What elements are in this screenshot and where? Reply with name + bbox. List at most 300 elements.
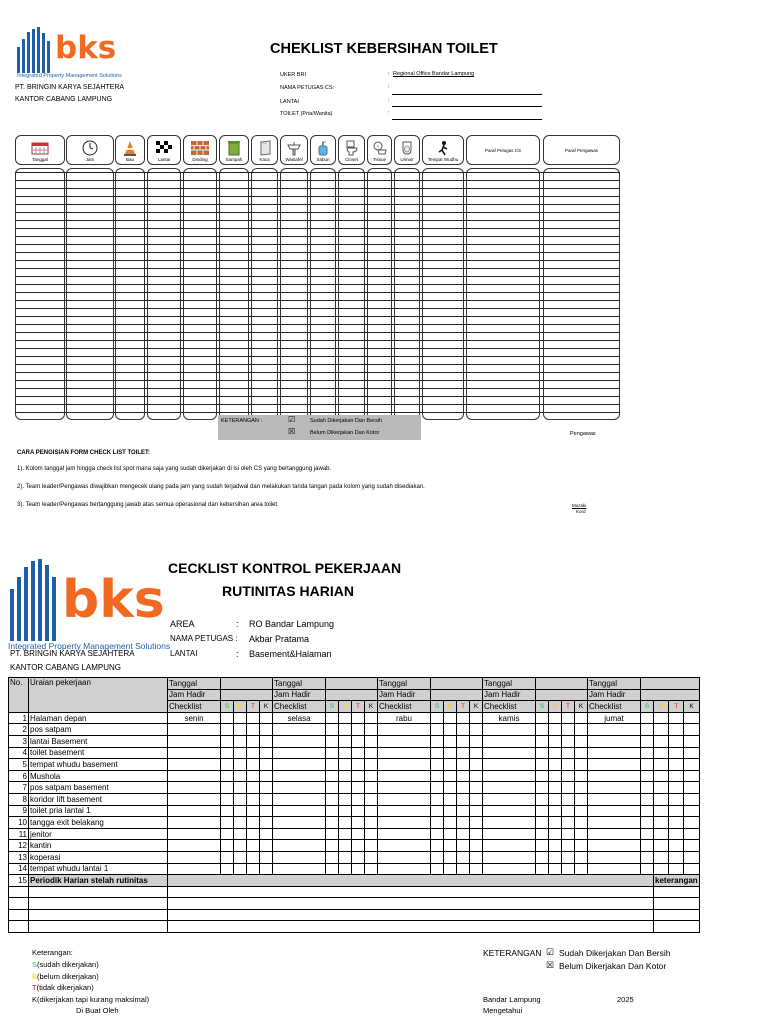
day-cell[interactable] bbox=[168, 840, 221, 852]
status-checkbox-cell[interactable] bbox=[221, 759, 234, 771]
status-checkbox-cell[interactable] bbox=[457, 735, 470, 747]
status-checkbox-cell[interactable] bbox=[365, 770, 378, 782]
status-checkbox-cell[interactable] bbox=[457, 712, 470, 724]
status-checkbox-cell[interactable] bbox=[654, 782, 669, 794]
day-cell[interactable] bbox=[483, 863, 536, 875]
jam-hadir-value[interactable] bbox=[641, 689, 700, 701]
status-checkbox-cell[interactable] bbox=[669, 793, 684, 805]
status-checkbox-cell[interactable] bbox=[247, 770, 260, 782]
status-checkbox-cell[interactable] bbox=[470, 735, 483, 747]
day-cell[interactable] bbox=[378, 782, 431, 794]
status-checkbox-cell[interactable] bbox=[352, 805, 365, 817]
status-checkbox-cell[interactable] bbox=[326, 747, 339, 759]
day-cell[interactable] bbox=[588, 863, 641, 875]
status-checkbox-cell[interactable] bbox=[536, 770, 549, 782]
status-checkbox-cell[interactable] bbox=[444, 770, 457, 782]
status-checkbox-cell[interactable] bbox=[562, 851, 575, 863]
day-cell[interactable] bbox=[273, 770, 326, 782]
day-cell[interactable] bbox=[273, 851, 326, 863]
status-checkbox-cell[interactable] bbox=[654, 747, 669, 759]
day-cell[interactable] bbox=[273, 747, 326, 759]
day-cell[interactable] bbox=[273, 793, 326, 805]
status-checkbox-cell[interactable] bbox=[431, 840, 444, 852]
status-checkbox-cell[interactable] bbox=[431, 793, 444, 805]
status-checkbox-cell[interactable] bbox=[549, 840, 562, 852]
day-cell[interactable] bbox=[168, 805, 221, 817]
day-cell[interactable] bbox=[483, 759, 536, 771]
status-checkbox-cell[interactable] bbox=[339, 805, 352, 817]
status-checkbox-cell[interactable] bbox=[575, 712, 588, 724]
status-checkbox-cell[interactable] bbox=[326, 793, 339, 805]
status-checkbox-cell[interactable] bbox=[221, 805, 234, 817]
jam-hadir-value[interactable] bbox=[326, 689, 378, 701]
status-checkbox-cell[interactable] bbox=[549, 747, 562, 759]
status-checkbox-cell[interactable] bbox=[234, 817, 247, 829]
status-checkbox-cell[interactable] bbox=[339, 747, 352, 759]
status-checkbox-cell[interactable] bbox=[669, 770, 684, 782]
status-checkbox-cell[interactable] bbox=[444, 759, 457, 771]
day-cell[interactable] bbox=[378, 851, 431, 863]
status-checkbox-cell[interactable] bbox=[365, 724, 378, 736]
day-cell[interactable] bbox=[378, 817, 431, 829]
status-checkbox-cell[interactable] bbox=[221, 747, 234, 759]
day-cell[interactable] bbox=[588, 840, 641, 852]
day-cell[interactable] bbox=[273, 759, 326, 771]
status-checkbox-cell[interactable] bbox=[431, 828, 444, 840]
status-checkbox-cell[interactable] bbox=[339, 840, 352, 852]
status-checkbox-cell[interactable] bbox=[654, 851, 669, 863]
day-cell[interactable] bbox=[483, 724, 536, 736]
day-cell[interactable] bbox=[483, 793, 536, 805]
day-cell[interactable] bbox=[273, 724, 326, 736]
jam-hadir-value[interactable] bbox=[536, 689, 588, 701]
status-checkbox-cell[interactable] bbox=[470, 793, 483, 805]
status-checkbox-cell[interactable] bbox=[221, 782, 234, 794]
day-cell[interactable] bbox=[168, 747, 221, 759]
status-checkbox-cell[interactable] bbox=[365, 735, 378, 747]
status-checkbox-cell[interactable] bbox=[326, 712, 339, 724]
day-cell[interactable] bbox=[273, 863, 326, 875]
status-checkbox-cell[interactable] bbox=[221, 712, 234, 724]
status-checkbox-cell[interactable] bbox=[549, 851, 562, 863]
day-cell[interactable] bbox=[273, 828, 326, 840]
status-checkbox-cell[interactable] bbox=[536, 793, 549, 805]
empty-cell[interactable] bbox=[29, 921, 168, 933]
status-checkbox-cell[interactable] bbox=[365, 793, 378, 805]
status-checkbox-cell[interactable] bbox=[326, 759, 339, 771]
status-checkbox-cell[interactable] bbox=[247, 782, 260, 794]
status-checkbox-cell[interactable] bbox=[536, 759, 549, 771]
status-checkbox-cell[interactable] bbox=[536, 782, 549, 794]
field-value-uker[interactable]: Regional Office Bandar Lampung bbox=[393, 71, 475, 77]
status-checkbox-cell[interactable] bbox=[562, 840, 575, 852]
status-checkbox-cell[interactable] bbox=[431, 782, 444, 794]
status-checkbox-cell[interactable] bbox=[562, 735, 575, 747]
status-checkbox-cell[interactable] bbox=[654, 817, 669, 829]
status-checkbox-cell[interactable] bbox=[669, 735, 684, 747]
status-checkbox-cell[interactable] bbox=[365, 747, 378, 759]
status-checkbox-cell[interactable] bbox=[457, 782, 470, 794]
field-value-lantai-2[interactable]: Basement&Halaman bbox=[249, 649, 332, 659]
empty-cell[interactable] bbox=[29, 898, 168, 910]
status-checkbox-cell[interactable] bbox=[444, 747, 457, 759]
status-checkbox-cell[interactable] bbox=[260, 747, 273, 759]
day-cell[interactable] bbox=[483, 828, 536, 840]
day-cell[interactable] bbox=[588, 770, 641, 782]
status-checkbox-cell[interactable] bbox=[536, 747, 549, 759]
status-checkbox-cell[interactable] bbox=[221, 724, 234, 736]
status-checkbox-cell[interactable] bbox=[247, 863, 260, 875]
status-checkbox-cell[interactable] bbox=[221, 793, 234, 805]
field-line-lantai[interactable] bbox=[392, 106, 542, 107]
status-checkbox-cell[interactable] bbox=[234, 782, 247, 794]
status-checkbox-cell[interactable] bbox=[221, 863, 234, 875]
status-checkbox-cell[interactable] bbox=[457, 863, 470, 875]
empty-cell[interactable] bbox=[168, 921, 654, 933]
status-checkbox-cell[interactable] bbox=[352, 793, 365, 805]
status-checkbox-cell[interactable] bbox=[234, 828, 247, 840]
day-cell[interactable] bbox=[378, 759, 431, 771]
status-checkbox-cell[interactable] bbox=[260, 735, 273, 747]
status-checkbox-cell[interactable] bbox=[575, 770, 588, 782]
status-checkbox-cell[interactable] bbox=[654, 759, 669, 771]
status-checkbox-cell[interactable] bbox=[654, 840, 669, 852]
day-cell[interactable] bbox=[168, 724, 221, 736]
status-checkbox-cell[interactable] bbox=[352, 828, 365, 840]
status-checkbox-cell[interactable] bbox=[339, 759, 352, 771]
status-checkbox-cell[interactable] bbox=[536, 840, 549, 852]
status-checkbox-cell[interactable] bbox=[365, 712, 378, 724]
status-checkbox-cell[interactable] bbox=[684, 712, 699, 724]
status-checkbox-cell[interactable] bbox=[562, 712, 575, 724]
empty-cell[interactable] bbox=[9, 886, 29, 898]
status-checkbox-cell[interactable] bbox=[684, 724, 699, 736]
status-checkbox-cell[interactable] bbox=[684, 759, 699, 771]
status-checkbox-cell[interactable] bbox=[444, 851, 457, 863]
status-checkbox-cell[interactable] bbox=[234, 735, 247, 747]
empty-cell[interactable] bbox=[654, 886, 700, 898]
status-checkbox-cell[interactable] bbox=[365, 782, 378, 794]
status-checkbox-cell[interactable] bbox=[549, 770, 562, 782]
status-checkbox-cell[interactable] bbox=[641, 828, 654, 840]
status-checkbox-cell[interactable] bbox=[684, 770, 699, 782]
status-checkbox-cell[interactable] bbox=[641, 724, 654, 736]
status-checkbox-cell[interactable] bbox=[470, 805, 483, 817]
day-cell[interactable] bbox=[168, 817, 221, 829]
day-cell[interactable] bbox=[168, 735, 221, 747]
day-cell[interactable] bbox=[483, 805, 536, 817]
status-checkbox-cell[interactable] bbox=[352, 735, 365, 747]
status-checkbox-cell[interactable] bbox=[575, 759, 588, 771]
status-checkbox-cell[interactable] bbox=[234, 851, 247, 863]
status-checkbox-cell[interactable] bbox=[221, 817, 234, 829]
status-checkbox-cell[interactable] bbox=[365, 828, 378, 840]
empty-cell[interactable] bbox=[168, 886, 654, 898]
status-checkbox-cell[interactable] bbox=[669, 817, 684, 829]
status-checkbox-cell[interactable] bbox=[654, 863, 669, 875]
field-value-area[interactable]: RO Bandar Lampung bbox=[249, 619, 335, 629]
status-checkbox-cell[interactable] bbox=[247, 851, 260, 863]
status-checkbox-cell[interactable] bbox=[326, 724, 339, 736]
empty-cell[interactable] bbox=[9, 909, 29, 921]
status-checkbox-cell[interactable] bbox=[234, 770, 247, 782]
day-cell[interactable] bbox=[483, 735, 536, 747]
status-checkbox-cell[interactable] bbox=[431, 863, 444, 875]
day-cell[interactable] bbox=[378, 793, 431, 805]
status-checkbox-cell[interactable] bbox=[247, 724, 260, 736]
status-checkbox-cell[interactable] bbox=[549, 805, 562, 817]
day-cell[interactable] bbox=[588, 735, 641, 747]
status-checkbox-cell[interactable] bbox=[260, 840, 273, 852]
status-checkbox-cell[interactable] bbox=[575, 851, 588, 863]
status-checkbox-cell[interactable] bbox=[326, 840, 339, 852]
status-checkbox-cell[interactable] bbox=[654, 793, 669, 805]
status-checkbox-cell[interactable] bbox=[549, 793, 562, 805]
status-checkbox-cell[interactable] bbox=[234, 793, 247, 805]
status-checkbox-cell[interactable] bbox=[457, 724, 470, 736]
status-checkbox-cell[interactable] bbox=[444, 793, 457, 805]
day-cell[interactable] bbox=[378, 770, 431, 782]
day-cell[interactable] bbox=[588, 793, 641, 805]
status-checkbox-cell[interactable] bbox=[260, 793, 273, 805]
status-checkbox-cell[interactable] bbox=[549, 863, 562, 875]
status-checkbox-cell[interactable] bbox=[669, 759, 684, 771]
status-checkbox-cell[interactable] bbox=[444, 712, 457, 724]
jam-hadir-value[interactable] bbox=[431, 689, 483, 701]
status-checkbox-cell[interactable] bbox=[536, 735, 549, 747]
status-checkbox-cell[interactable] bbox=[247, 828, 260, 840]
jam-hadir-value[interactable] bbox=[221, 689, 273, 701]
empty-cell[interactable] bbox=[654, 921, 700, 933]
status-checkbox-cell[interactable] bbox=[562, 770, 575, 782]
status-checkbox-cell[interactable] bbox=[221, 770, 234, 782]
status-checkbox-cell[interactable] bbox=[470, 724, 483, 736]
empty-cell[interactable] bbox=[9, 898, 29, 910]
field-value-petugas-2[interactable]: Akbar Pratama bbox=[249, 634, 310, 644]
status-checkbox-cell[interactable] bbox=[575, 735, 588, 747]
status-checkbox-cell[interactable] bbox=[339, 863, 352, 875]
empty-cell[interactable] bbox=[654, 909, 700, 921]
empty-cell[interactable] bbox=[29, 909, 168, 921]
status-checkbox-cell[interactable] bbox=[549, 828, 562, 840]
status-checkbox-cell[interactable] bbox=[247, 712, 260, 724]
status-checkbox-cell[interactable] bbox=[457, 793, 470, 805]
day-cell[interactable] bbox=[168, 851, 221, 863]
status-checkbox-cell[interactable] bbox=[549, 817, 562, 829]
status-checkbox-cell[interactable] bbox=[431, 712, 444, 724]
status-checkbox-cell[interactable] bbox=[684, 828, 699, 840]
status-checkbox-cell[interactable] bbox=[326, 828, 339, 840]
status-checkbox-cell[interactable] bbox=[339, 770, 352, 782]
status-checkbox-cell[interactable] bbox=[247, 805, 260, 817]
status-checkbox-cell[interactable] bbox=[654, 805, 669, 817]
empty-cell[interactable] bbox=[654, 898, 700, 910]
status-checkbox-cell[interactable] bbox=[654, 724, 669, 736]
status-checkbox-cell[interactable] bbox=[431, 817, 444, 829]
status-checkbox-cell[interactable] bbox=[234, 805, 247, 817]
status-checkbox-cell[interactable] bbox=[260, 724, 273, 736]
status-checkbox-cell[interactable] bbox=[221, 840, 234, 852]
status-checkbox-cell[interactable] bbox=[562, 782, 575, 794]
status-checkbox-cell[interactable] bbox=[221, 828, 234, 840]
day-cell[interactable] bbox=[378, 724, 431, 736]
status-checkbox-cell[interactable] bbox=[365, 817, 378, 829]
day-cell[interactable] bbox=[273, 805, 326, 817]
field-line-petugas[interactable] bbox=[392, 94, 542, 95]
status-checkbox-cell[interactable] bbox=[641, 793, 654, 805]
status-checkbox-cell[interactable] bbox=[684, 747, 699, 759]
status-checkbox-cell[interactable] bbox=[536, 724, 549, 736]
status-checkbox-cell[interactable] bbox=[641, 863, 654, 875]
status-checkbox-cell[interactable] bbox=[654, 828, 669, 840]
status-checkbox-cell[interactable] bbox=[470, 759, 483, 771]
status-checkbox-cell[interactable] bbox=[669, 724, 684, 736]
status-checkbox-cell[interactable] bbox=[575, 724, 588, 736]
tanggal-value[interactable] bbox=[641, 678, 700, 690]
status-checkbox-cell[interactable] bbox=[575, 840, 588, 852]
status-checkbox-cell[interactable] bbox=[352, 851, 365, 863]
day-cell[interactable] bbox=[378, 805, 431, 817]
status-checkbox-cell[interactable] bbox=[352, 724, 365, 736]
day-cell[interactable] bbox=[588, 817, 641, 829]
status-checkbox-cell[interactable] bbox=[575, 747, 588, 759]
status-checkbox-cell[interactable] bbox=[549, 735, 562, 747]
day-cell[interactable] bbox=[378, 863, 431, 875]
status-checkbox-cell[interactable] bbox=[669, 828, 684, 840]
day-cell[interactable] bbox=[588, 782, 641, 794]
status-checkbox-cell[interactable] bbox=[326, 805, 339, 817]
status-checkbox-cell[interactable] bbox=[562, 828, 575, 840]
status-checkbox-cell[interactable] bbox=[641, 759, 654, 771]
status-checkbox-cell[interactable] bbox=[684, 863, 699, 875]
empty-cell[interactable] bbox=[168, 909, 654, 921]
status-checkbox-cell[interactable] bbox=[641, 747, 654, 759]
tanggal-value[interactable] bbox=[536, 678, 588, 690]
status-checkbox-cell[interactable] bbox=[234, 863, 247, 875]
status-checkbox-cell[interactable] bbox=[641, 840, 654, 852]
day-cell[interactable] bbox=[378, 828, 431, 840]
status-checkbox-cell[interactable] bbox=[444, 863, 457, 875]
tanggal-value[interactable] bbox=[221, 678, 273, 690]
day-cell[interactable] bbox=[483, 770, 536, 782]
status-checkbox-cell[interactable] bbox=[549, 759, 562, 771]
status-checkbox-cell[interactable] bbox=[326, 770, 339, 782]
status-checkbox-cell[interactable] bbox=[470, 770, 483, 782]
status-checkbox-cell[interactable] bbox=[234, 747, 247, 759]
status-checkbox-cell[interactable] bbox=[352, 863, 365, 875]
status-checkbox-cell[interactable] bbox=[431, 724, 444, 736]
day-cell[interactable] bbox=[588, 747, 641, 759]
status-checkbox-cell[interactable] bbox=[444, 735, 457, 747]
status-checkbox-cell[interactable] bbox=[641, 817, 654, 829]
status-checkbox-cell[interactable] bbox=[339, 782, 352, 794]
status-checkbox-cell[interactable] bbox=[339, 712, 352, 724]
status-checkbox-cell[interactable] bbox=[470, 851, 483, 863]
status-checkbox-cell[interactable] bbox=[470, 782, 483, 794]
status-checkbox-cell[interactable] bbox=[326, 782, 339, 794]
status-checkbox-cell[interactable] bbox=[444, 724, 457, 736]
status-checkbox-cell[interactable] bbox=[562, 805, 575, 817]
day-cell[interactable] bbox=[378, 840, 431, 852]
status-checkbox-cell[interactable] bbox=[536, 851, 549, 863]
status-checkbox-cell[interactable] bbox=[444, 840, 457, 852]
status-checkbox-cell[interactable] bbox=[470, 747, 483, 759]
status-checkbox-cell[interactable] bbox=[549, 782, 562, 794]
status-checkbox-cell[interactable] bbox=[444, 805, 457, 817]
day-cell[interactable] bbox=[483, 851, 536, 863]
day-cell[interactable] bbox=[168, 782, 221, 794]
status-checkbox-cell[interactable] bbox=[260, 863, 273, 875]
status-checkbox-cell[interactable] bbox=[684, 840, 699, 852]
status-checkbox-cell[interactable] bbox=[669, 782, 684, 794]
status-checkbox-cell[interactable] bbox=[260, 851, 273, 863]
status-checkbox-cell[interactable] bbox=[260, 805, 273, 817]
status-checkbox-cell[interactable] bbox=[470, 817, 483, 829]
status-checkbox-cell[interactable] bbox=[562, 817, 575, 829]
status-checkbox-cell[interactable] bbox=[641, 782, 654, 794]
day-cell[interactable] bbox=[273, 817, 326, 829]
status-checkbox-cell[interactable] bbox=[669, 840, 684, 852]
status-checkbox-cell[interactable] bbox=[641, 805, 654, 817]
status-checkbox-cell[interactable] bbox=[339, 817, 352, 829]
status-checkbox-cell[interactable] bbox=[352, 840, 365, 852]
status-checkbox-cell[interactable] bbox=[247, 793, 260, 805]
status-checkbox-cell[interactable] bbox=[352, 770, 365, 782]
status-checkbox-cell[interactable] bbox=[260, 759, 273, 771]
status-checkbox-cell[interactable] bbox=[549, 712, 562, 724]
tanggal-value[interactable] bbox=[431, 678, 483, 690]
status-checkbox-cell[interactable] bbox=[575, 863, 588, 875]
status-checkbox-cell[interactable] bbox=[444, 782, 457, 794]
status-checkbox-cell[interactable] bbox=[247, 817, 260, 829]
day-cell[interactable] bbox=[483, 782, 536, 794]
status-checkbox-cell[interactable] bbox=[221, 851, 234, 863]
status-checkbox-cell[interactable] bbox=[365, 759, 378, 771]
status-checkbox-cell[interactable] bbox=[562, 724, 575, 736]
status-checkbox-cell[interactable] bbox=[352, 712, 365, 724]
status-checkbox-cell[interactable] bbox=[575, 828, 588, 840]
status-checkbox-cell[interactable] bbox=[536, 712, 549, 724]
day-cell[interactable] bbox=[168, 863, 221, 875]
status-checkbox-cell[interactable] bbox=[549, 724, 562, 736]
status-checkbox-cell[interactable] bbox=[339, 735, 352, 747]
status-checkbox-cell[interactable] bbox=[536, 817, 549, 829]
status-checkbox-cell[interactable] bbox=[352, 747, 365, 759]
status-checkbox-cell[interactable] bbox=[234, 724, 247, 736]
status-checkbox-cell[interactable] bbox=[654, 770, 669, 782]
status-checkbox-cell[interactable] bbox=[470, 712, 483, 724]
status-checkbox-cell[interactable] bbox=[326, 735, 339, 747]
day-cell[interactable] bbox=[483, 817, 536, 829]
status-checkbox-cell[interactable] bbox=[326, 851, 339, 863]
status-checkbox-cell[interactable] bbox=[641, 770, 654, 782]
status-checkbox-cell[interactable] bbox=[431, 805, 444, 817]
status-checkbox-cell[interactable] bbox=[247, 735, 260, 747]
status-checkbox-cell[interactable] bbox=[352, 782, 365, 794]
status-checkbox-cell[interactable] bbox=[260, 770, 273, 782]
status-checkbox-cell[interactable] bbox=[457, 828, 470, 840]
status-checkbox-cell[interactable] bbox=[444, 828, 457, 840]
status-checkbox-cell[interactable] bbox=[352, 817, 365, 829]
day-cell[interactable] bbox=[378, 747, 431, 759]
day-cell[interactable] bbox=[483, 747, 536, 759]
status-checkbox-cell[interactable] bbox=[247, 747, 260, 759]
empty-cell[interactable] bbox=[29, 886, 168, 898]
day-cell[interactable] bbox=[273, 782, 326, 794]
status-checkbox-cell[interactable] bbox=[641, 851, 654, 863]
status-checkbox-cell[interactable] bbox=[536, 828, 549, 840]
status-checkbox-cell[interactable] bbox=[365, 805, 378, 817]
